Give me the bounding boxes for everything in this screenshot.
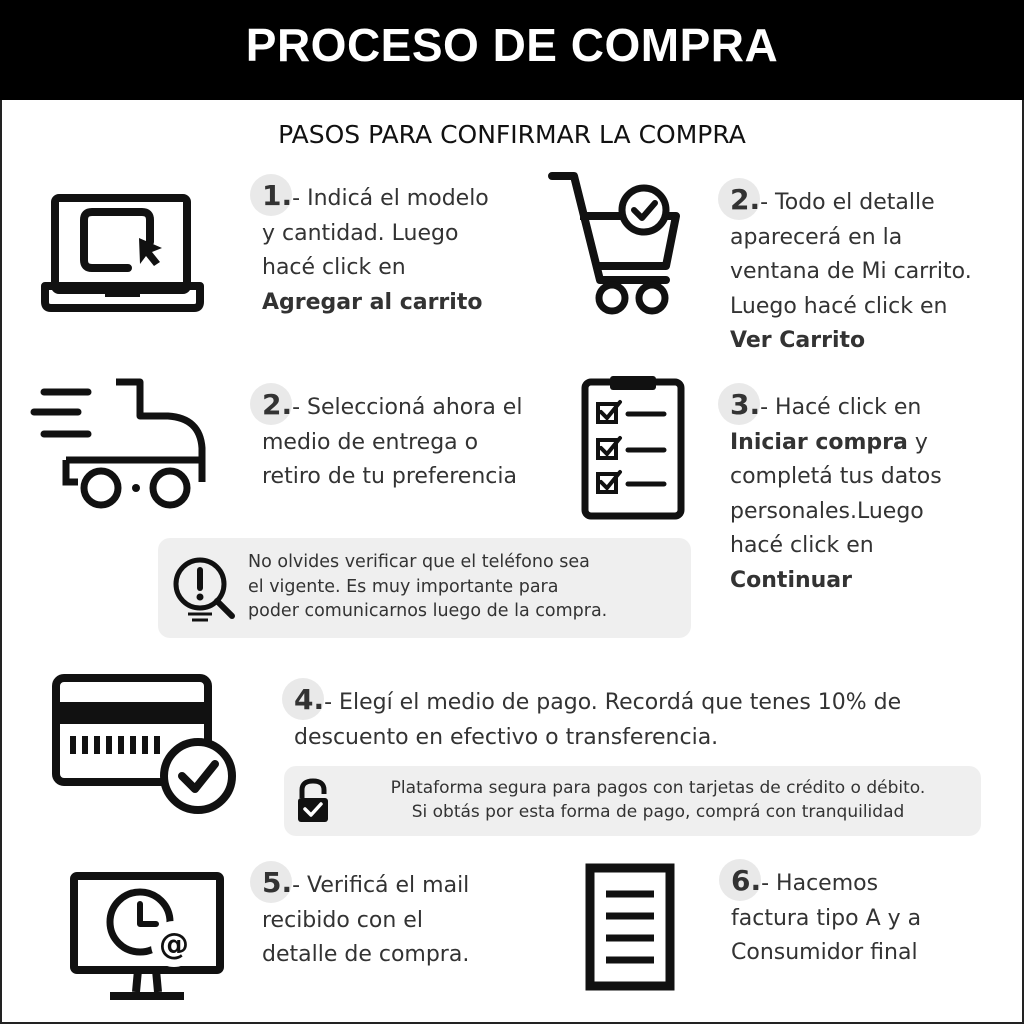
header-bar [0, 0, 1024, 100]
step-5: 5.- Verificá el mail recibido con el detalle de compra. [262, 866, 469, 973]
credit-card-check-icon [50, 672, 240, 817]
page-subtitle: PASOS PARA CONFIRMAR LA COMPRA [278, 120, 746, 149]
cart-check-icon [548, 170, 688, 320]
svg-text:@: @ [159, 927, 189, 962]
checklist-icon [580, 374, 686, 520]
step-2-delivery: 2.- Seleccioná ahora el medio de entrega o retiro de tu preferencia [262, 388, 522, 495]
step-6-number: 6. [731, 864, 762, 897]
step-5-number: 5. [262, 866, 293, 899]
page-title: PROCESO DE COMPRA [245, 19, 779, 71]
step-2-delivery-number: 2. [262, 388, 293, 421]
lock-icon [296, 778, 330, 824]
step-6: 6.- Hacemos factura tipo A y a Consumidor final [731, 864, 921, 971]
phone-reminder-text: No olvides verificar que el teléfono sea el vigente. Es muy importante para poder comunicarnos luego de la compra. [248, 552, 608, 621]
step-1-number: 1. [262, 179, 293, 212]
laptop-click-icon [40, 190, 205, 315]
delivery-truck-icon [30, 378, 210, 513]
secure-payment-text: Plataforma segura para pagos con tarjetas de crédito o débito. Si obtás por esta forma de pago, comprá con tranquilidad [390, 778, 926, 822]
step-4-number: 4. [294, 683, 325, 716]
step-3-number: 3. [730, 388, 761, 421]
step-1: 1.- Indicá el modelo y cantidad. Luego hacé click en Agregar al carrito [262, 179, 489, 320]
step-3: 3.- Hacé click en Iniciar compra y completá tus datos personales.Luego hacé click en Continuar [730, 388, 942, 598]
invoice-icon [584, 862, 676, 992]
monitor-mail-icon [68, 870, 226, 1004]
step-4: 4.- Elegí el medio de pago. Recordá que tenes 10% de descuento en efectivo o transferencia. [294, 683, 901, 755]
step-2-cart-number: 2. [730, 183, 761, 216]
step-2-cart: 2.- Todo el detalle aparecerá en la ventana de Mi carrito. Luego hacé click en Ver Carrito [730, 183, 972, 359]
alert-magnifier-icon [170, 556, 240, 626]
